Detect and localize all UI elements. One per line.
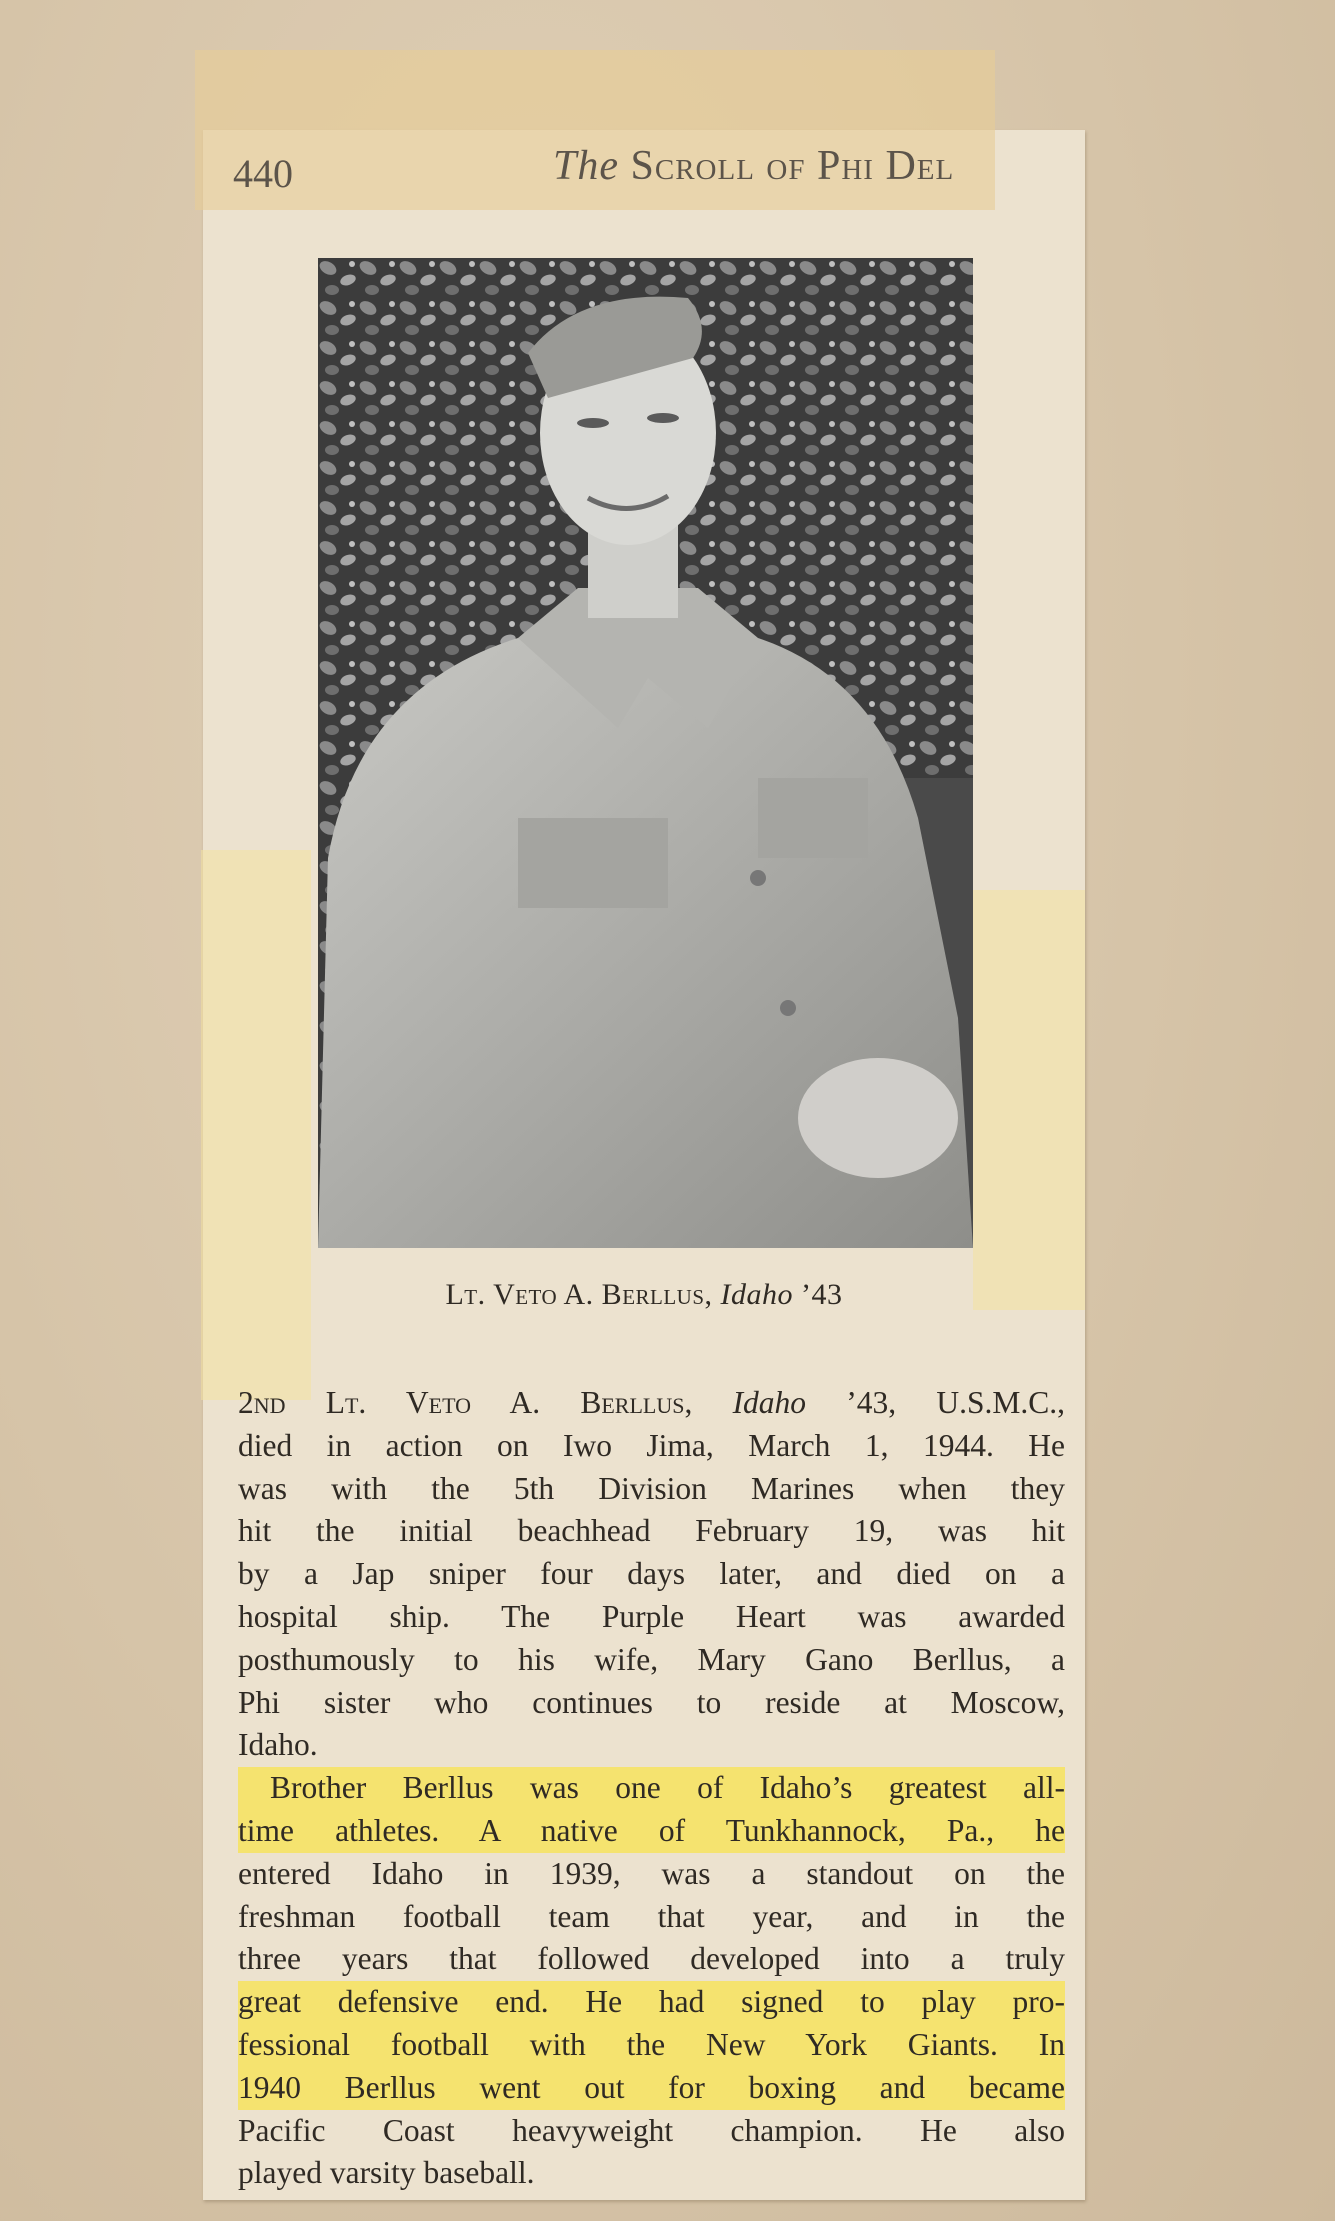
article-line: played varsity baseball.	[238, 2155, 535, 2191]
photo-caption	[203, 1278, 1085, 1312]
article-line: 2nd Lt. Veto A. Berllus, Idaho ’43, U.S.M.C.,	[238, 1385, 1066, 1420]
article-line: entered Idaho in 1939, was a standout on the	[238, 1855, 1065, 1891]
article-line-highlighted: fessional football with the New York Giants. In	[238, 2024, 1065, 2067]
article-line: died in action on Iwo Jima, March 1, 1944. He	[238, 1427, 1065, 1463]
running-head-the: The	[553, 143, 619, 189]
caption-school: Idaho	[720, 1278, 794, 1311]
article-line: freshman football team that year, and in the	[238, 1898, 1065, 1934]
portrait-photo-icon	[318, 258, 973, 1248]
caption-year: ’43	[801, 1278, 843, 1311]
portrait-photo	[318, 258, 973, 1248]
article-line: hospital ship. The Purple Heart was awarded	[238, 1598, 1065, 1634]
running-head	[553, 142, 954, 190]
article-line: hit the initial beachhead February 19, was hit	[238, 1513, 1065, 1549]
article-line-highlighted: time athletes. A native of Tunkhannock, Pa., he	[238, 1810, 1065, 1853]
running-head-title: Scroll of Phi Del	[630, 143, 955, 189]
page-number: 440	[233, 151, 293, 196]
article-line-highlighted: Brother Berllus was one of Idaho’s greatest all-	[238, 1767, 1065, 1810]
article-line: Phi sister who continues to reside at Moscow,	[238, 1684, 1065, 1720]
article-line: Idaho.	[238, 1727, 318, 1763]
article-line: by a Jap sniper four days later, and died on a	[238, 1556, 1065, 1592]
article-body	[238, 1382, 1065, 2195]
page-header	[233, 138, 1093, 198]
tape-strip-left	[201, 850, 311, 1400]
article-line: Pacific Coast heavyweight champion. He also	[238, 2112, 1065, 2148]
article-line-highlighted: 1940 Berllus went out for boxing and became	[238, 2067, 1065, 2110]
article-line: was with the 5th Division Marines when they	[238, 1470, 1065, 1506]
article-line: three years that followed developed into a truly	[238, 1941, 1065, 1977]
caption-name: Lt. Veto A. Berllus,	[445, 1278, 713, 1311]
newspaper-clipping	[203, 130, 1085, 2200]
tape-strip-right	[973, 890, 1085, 1310]
article-line-highlighted: great defensive end. He had signed to play pro-	[238, 1981, 1065, 2024]
article-line: posthumously to his wife, Mary Gano Berllus, a	[238, 1641, 1065, 1677]
